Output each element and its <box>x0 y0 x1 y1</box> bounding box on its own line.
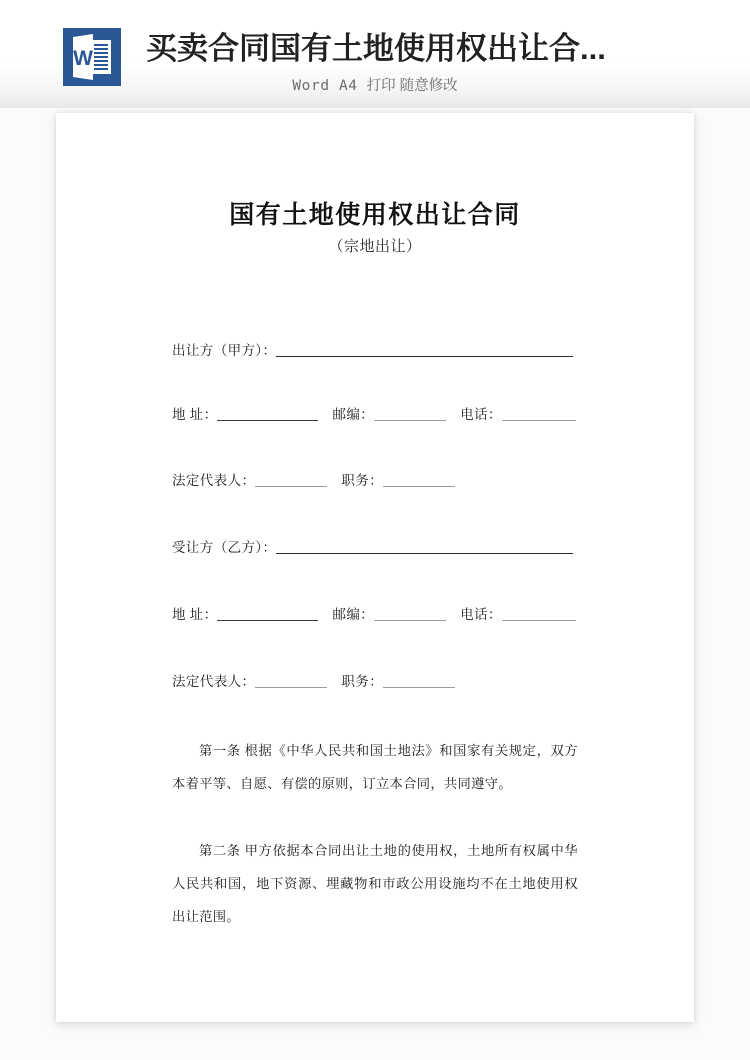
address-a-input[interactable] <box>217 420 318 421</box>
preview-subtitle-cjk: 打印 随意修改 <box>366 78 458 94</box>
preview-subtitle <box>0 74 750 95</box>
phone-a-label: 电话： <box>460 407 502 422</box>
post-a-label: 职务： <box>341 473 384 488</box>
document-page-body <box>56 113 694 1022</box>
party-b-input[interactable] <box>276 553 573 554</box>
phone-a-input[interactable] <box>502 420 576 421</box>
phone-b-label: 电话： <box>460 607 502 622</box>
address-a-label: 地 址： <box>172 407 218 422</box>
header-inner <box>0 0 750 108</box>
postcode-b-label: 邮编： <box>332 607 375 622</box>
field-row-party-b <box>172 536 573 556</box>
postcode-b-input[interactable] <box>374 620 446 621</box>
rep-b-input[interactable] <box>255 687 327 688</box>
phone-b-input[interactable] <box>502 620 576 621</box>
party-a-input[interactable] <box>276 356 573 357</box>
field-row-address-a <box>172 403 576 423</box>
field-row-party-a <box>172 339 573 359</box>
preview-title: 买卖合同国有土地使用权出让合... <box>146 31 606 66</box>
rep-a-input[interactable] <box>255 486 327 487</box>
rep-b-label: 法定代表人： <box>172 674 256 689</box>
document-page <box>56 113 694 1022</box>
contract-subtitle: （宗地出让） <box>328 239 422 255</box>
address-b-label: 地 址： <box>172 607 218 622</box>
field-row-address-b <box>172 603 576 623</box>
post-b-input[interactable] <box>383 687 455 688</box>
clause-paragraph-1: 第一条 根据《中华人民共和国土地法》和国家有关规定，双方本着平等、自愿、有偿的原则，订立本合同，共同遵守。 <box>172 743 578 791</box>
party-b-label: 受让方（乙方）： <box>172 540 277 555</box>
svg-text:W: W <box>73 47 93 70</box>
field-row-rep-a <box>172 469 455 489</box>
postcode-a-label: 邮编： <box>332 407 375 422</box>
contract-title: 国有土地使用权出让合同 <box>229 201 521 229</box>
post-b-label: 职务： <box>341 674 384 689</box>
field-row-rep-b <box>172 670 455 690</box>
postcode-a-input[interactable] <box>374 420 446 421</box>
post-a-input[interactable] <box>383 486 455 487</box>
preview-header-band <box>0 0 750 108</box>
address-b-input[interactable] <box>217 620 318 621</box>
clause-paragraph-2: 第二条 甲方依据本合同出让土地的使用权，土地所有权属中华人民共和国，地下资源、埋藏物和市政公用设施均不在土地使用权出让范围。 <box>172 843 578 924</box>
rep-a-label: 法定代表人： <box>172 473 256 488</box>
preview-subtitle-latin: Word A4 <box>292 78 358 94</box>
party-a-label: 出让方（甲方）： <box>172 343 277 358</box>
